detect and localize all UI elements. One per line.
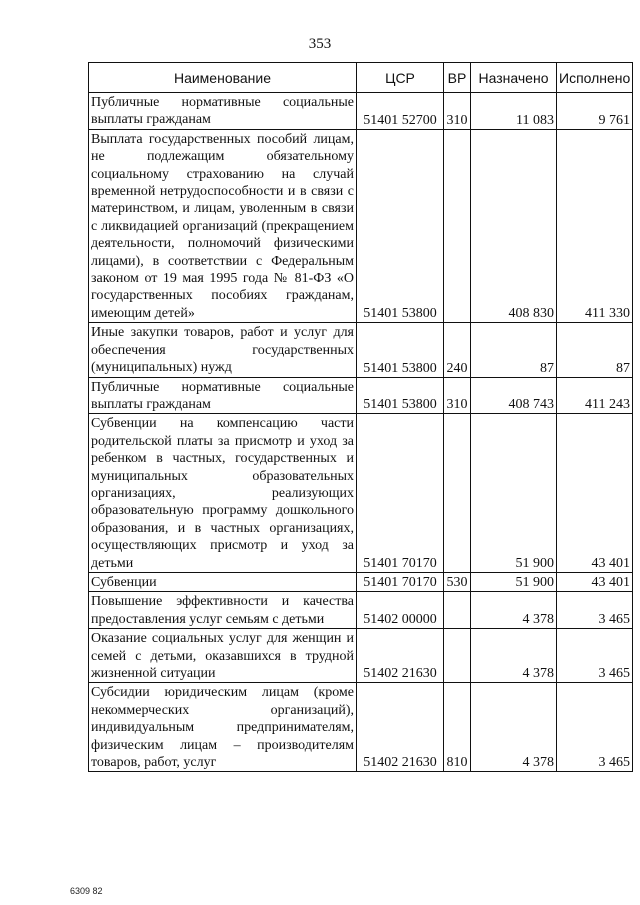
row-csr: 51402 00000 bbox=[357, 592, 444, 629]
row-name: Субсидии юридическим лицам (кроме некоммерческих организаций), индивидуальным предпринимателям, физическим лицам – производителям товаров, работ, услуг bbox=[89, 683, 357, 772]
table-row bbox=[89, 129, 633, 322]
row-name: Выплата государственных пособий лицам, не подлежащим обязательному социальному страхованию на случай временной нетрудоспособности и в связи с материнством, и лицам, уволенным в связи с ликвидацией организаций (прекращением деятельности, полномочий физическими лицами), в соответствии с Федеральным законом от 19 мая 1995 года № 81-ФЗ «О государственных пособиях гражданам, имеющим детей» bbox=[89, 129, 357, 322]
row-vr: 240 bbox=[444, 323, 471, 377]
row-csr: 51401 70170 bbox=[357, 572, 444, 591]
row-name: Публичные нормативные социальные выплаты гражданам bbox=[89, 377, 357, 414]
row-executed: 411 243 bbox=[557, 377, 633, 414]
page-number: 353 bbox=[308, 36, 332, 52]
row-executed: 3 465 bbox=[557, 683, 633, 772]
row-name: Оказание социальных услуг для женщин и семей с детьми, оказавшихся в трудной жизненной ситуации bbox=[89, 629, 357, 683]
row-name: Субвенции на компенсацию части родительской платы за присмотр и уход за ребенком в частных, государственных и муниципальных образовательных организациях, реализующих образовательную программу дошкольного образования, и в частных организациях, осуществляющих присмотр и уход за детьми bbox=[89, 414, 357, 573]
row-name: Повышение эффективности и качества предоставления услуг семьям с детьми bbox=[89, 592, 357, 629]
row-vr: 530 bbox=[444, 572, 471, 591]
row-vr bbox=[444, 129, 471, 322]
row-planned: 11 083 bbox=[471, 93, 557, 130]
row-name: Иные закупки товаров, работ и услуг для обеспечения государственных (муниципальных) нужд bbox=[89, 323, 357, 377]
row-vr: 310 bbox=[444, 93, 471, 130]
header-planned: Назначено bbox=[471, 63, 557, 93]
row-executed: 3 465 bbox=[557, 629, 633, 683]
row-planned: 408 743 bbox=[471, 377, 557, 414]
row-planned: 408 830 bbox=[471, 129, 557, 322]
row-csr: 51401 53800 bbox=[357, 377, 444, 414]
header-vr: ВР bbox=[444, 63, 471, 93]
row-vr bbox=[444, 592, 471, 629]
row-executed: 9 761 bbox=[557, 93, 633, 130]
row-csr: 51401 53800 bbox=[357, 129, 444, 322]
row-vr: 810 bbox=[444, 683, 471, 772]
budget-table bbox=[88, 62, 633, 772]
row-planned: 51 900 bbox=[471, 414, 557, 573]
row-executed: 87 bbox=[557, 323, 633, 377]
row-name: Субвенции bbox=[89, 572, 357, 591]
row-vr bbox=[444, 629, 471, 683]
table-row bbox=[89, 93, 633, 130]
table-row bbox=[89, 683, 633, 772]
header-csr: ЦСР bbox=[357, 63, 444, 93]
table-row bbox=[89, 323, 633, 377]
header-name: Наименование bbox=[89, 63, 357, 93]
row-planned: 51 900 bbox=[471, 572, 557, 591]
table-header-row bbox=[89, 63, 633, 93]
row-executed: 3 465 bbox=[557, 592, 633, 629]
row-name: Публичные нормативные социальные выплаты гражданам bbox=[89, 93, 357, 130]
row-vr: 310 bbox=[444, 377, 471, 414]
row-executed: 43 401 bbox=[557, 572, 633, 591]
table-row bbox=[89, 592, 633, 629]
row-csr: 51402 21630 bbox=[357, 683, 444, 772]
row-planned: 87 bbox=[471, 323, 557, 377]
row-csr: 51401 53800 bbox=[357, 323, 444, 377]
footer-print-code: 6309 82 bbox=[70, 886, 103, 896]
table-row bbox=[89, 629, 633, 683]
header-executed: Исполнено bbox=[557, 63, 633, 93]
row-planned: 4 378 bbox=[471, 629, 557, 683]
row-csr: 51402 21630 bbox=[357, 629, 444, 683]
row-executed: 411 330 bbox=[557, 129, 633, 322]
row-planned: 4 378 bbox=[471, 683, 557, 772]
row-csr: 51401 52700 bbox=[357, 93, 444, 130]
row-csr: 51401 70170 bbox=[357, 414, 444, 573]
table-row bbox=[89, 414, 633, 573]
table-row bbox=[89, 572, 633, 591]
table-row bbox=[89, 377, 633, 414]
row-vr bbox=[444, 414, 471, 573]
row-planned: 4 378 bbox=[471, 592, 557, 629]
row-executed: 43 401 bbox=[557, 414, 633, 573]
